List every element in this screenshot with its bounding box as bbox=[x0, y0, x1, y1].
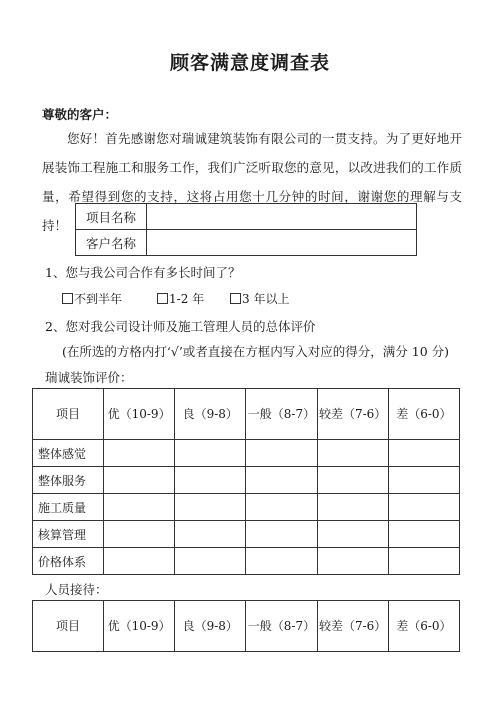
rating-cell[interactable] bbox=[175, 521, 246, 548]
header-good: 良（9-8） bbox=[175, 601, 246, 652]
rating-cell[interactable] bbox=[175, 548, 246, 575]
row-label: 施工质量 bbox=[33, 494, 104, 521]
rating-cell[interactable] bbox=[246, 440, 317, 467]
rating-cell[interactable] bbox=[104, 521, 175, 548]
section-reception-label: 人员接待： bbox=[45, 582, 108, 597]
rating-cell[interactable] bbox=[175, 440, 246, 467]
info-table bbox=[75, 203, 417, 256]
client-name-label: 客户名称 bbox=[76, 230, 147, 256]
header-bad: 差（6-0） bbox=[388, 601, 459, 652]
rating-cell[interactable] bbox=[104, 494, 175, 521]
row-label: 整体服务 bbox=[33, 467, 104, 494]
option-over-3-years[interactable] bbox=[230, 290, 289, 307]
salutation: 尊敬的客户： bbox=[42, 107, 118, 122]
table-row bbox=[33, 440, 460, 467]
table-row bbox=[33, 548, 460, 575]
option-label: 不到半年 bbox=[74, 292, 123, 306]
reception-rating-table bbox=[32, 600, 460, 652]
header-poor: 较差（7-6） bbox=[317, 389, 388, 440]
row-label: 核算管理 bbox=[33, 521, 104, 548]
header-excellent: 优（10-9） bbox=[104, 389, 175, 440]
row-label: 价格体系 bbox=[33, 548, 104, 575]
rating-cell[interactable] bbox=[388, 467, 459, 494]
company-rating-table bbox=[32, 388, 460, 575]
rating-cell[interactable] bbox=[317, 494, 388, 521]
checkbox-icon[interactable] bbox=[157, 293, 168, 304]
rating-cell[interactable] bbox=[104, 548, 175, 575]
header-item: 项目 bbox=[33, 601, 104, 652]
header-item: 项目 bbox=[33, 389, 104, 440]
rating-cell[interactable] bbox=[175, 467, 246, 494]
rating-cell[interactable] bbox=[388, 494, 459, 521]
intro-paragraph: 您好！首先感谢您对瑞诚建筑装饰有限公司的一贯支持。为了更好地开展装饰工程施工和服务工作，我们广泛听取您的意见，以改进我们的工作质量，希望得到您的支持，这将占用您十几分钟的时间，谢谢您的理解与支持！ bbox=[42, 131, 462, 233]
rating-cell[interactable] bbox=[388, 440, 459, 467]
rating-cell[interactable] bbox=[104, 440, 175, 467]
option-under-half-year[interactable] bbox=[62, 290, 122, 307]
table-row bbox=[33, 467, 460, 494]
rating-cell[interactable] bbox=[317, 440, 388, 467]
option-label: 1-2 年 bbox=[169, 292, 205, 306]
header-excellent: 优（10-9） bbox=[104, 601, 175, 652]
header-bad: 差（6-0） bbox=[388, 389, 459, 440]
question-1: 1、您与我公司合作有多长时间了？ bbox=[45, 265, 241, 280]
rating-cell[interactable] bbox=[388, 521, 459, 548]
header-poor: 较差（7-6） bbox=[317, 601, 388, 652]
checkbox-icon[interactable] bbox=[62, 293, 73, 304]
page-title: 顾客满意度调查表 bbox=[169, 52, 330, 74]
row-label: 整体感觉 bbox=[33, 440, 104, 467]
project-name-field[interactable] bbox=[147, 204, 417, 230]
option-1-2-years[interactable] bbox=[157, 290, 204, 307]
rating-cell[interactable] bbox=[317, 467, 388, 494]
question-2: 2、您对我公司设计师及施工管理人员的总体评价 bbox=[45, 319, 316, 334]
option-label: 3 年以上 bbox=[242, 292, 290, 306]
table-header-row bbox=[33, 601, 460, 652]
header-average: 一般（8-7） bbox=[246, 601, 317, 652]
table-header-row bbox=[33, 389, 460, 440]
rating-cell[interactable] bbox=[246, 548, 317, 575]
table-row bbox=[33, 521, 460, 548]
rating-cell[interactable] bbox=[317, 548, 388, 575]
client-name-field[interactable] bbox=[147, 230, 417, 256]
rating-cell[interactable] bbox=[246, 521, 317, 548]
rating-cell[interactable] bbox=[246, 494, 317, 521]
rating-cell[interactable] bbox=[104, 467, 175, 494]
checkbox-icon[interactable] bbox=[230, 293, 241, 304]
project-name-label: 项目名称 bbox=[76, 204, 147, 230]
rating-cell[interactable] bbox=[246, 467, 317, 494]
question-2-note: (在所选的方格内打‘√’或者直接在方框内写入对应的得分，满分 10 分) bbox=[62, 344, 450, 359]
rating-cell[interactable] bbox=[388, 548, 459, 575]
header-good: 良（9-8） bbox=[175, 389, 246, 440]
table-row bbox=[33, 494, 460, 521]
rating-cell[interactable] bbox=[317, 521, 388, 548]
section-company-label: 瑞诚装饰评价： bbox=[45, 370, 133, 385]
header-average: 一般（8-7） bbox=[246, 389, 317, 440]
rating-cell[interactable] bbox=[175, 494, 246, 521]
